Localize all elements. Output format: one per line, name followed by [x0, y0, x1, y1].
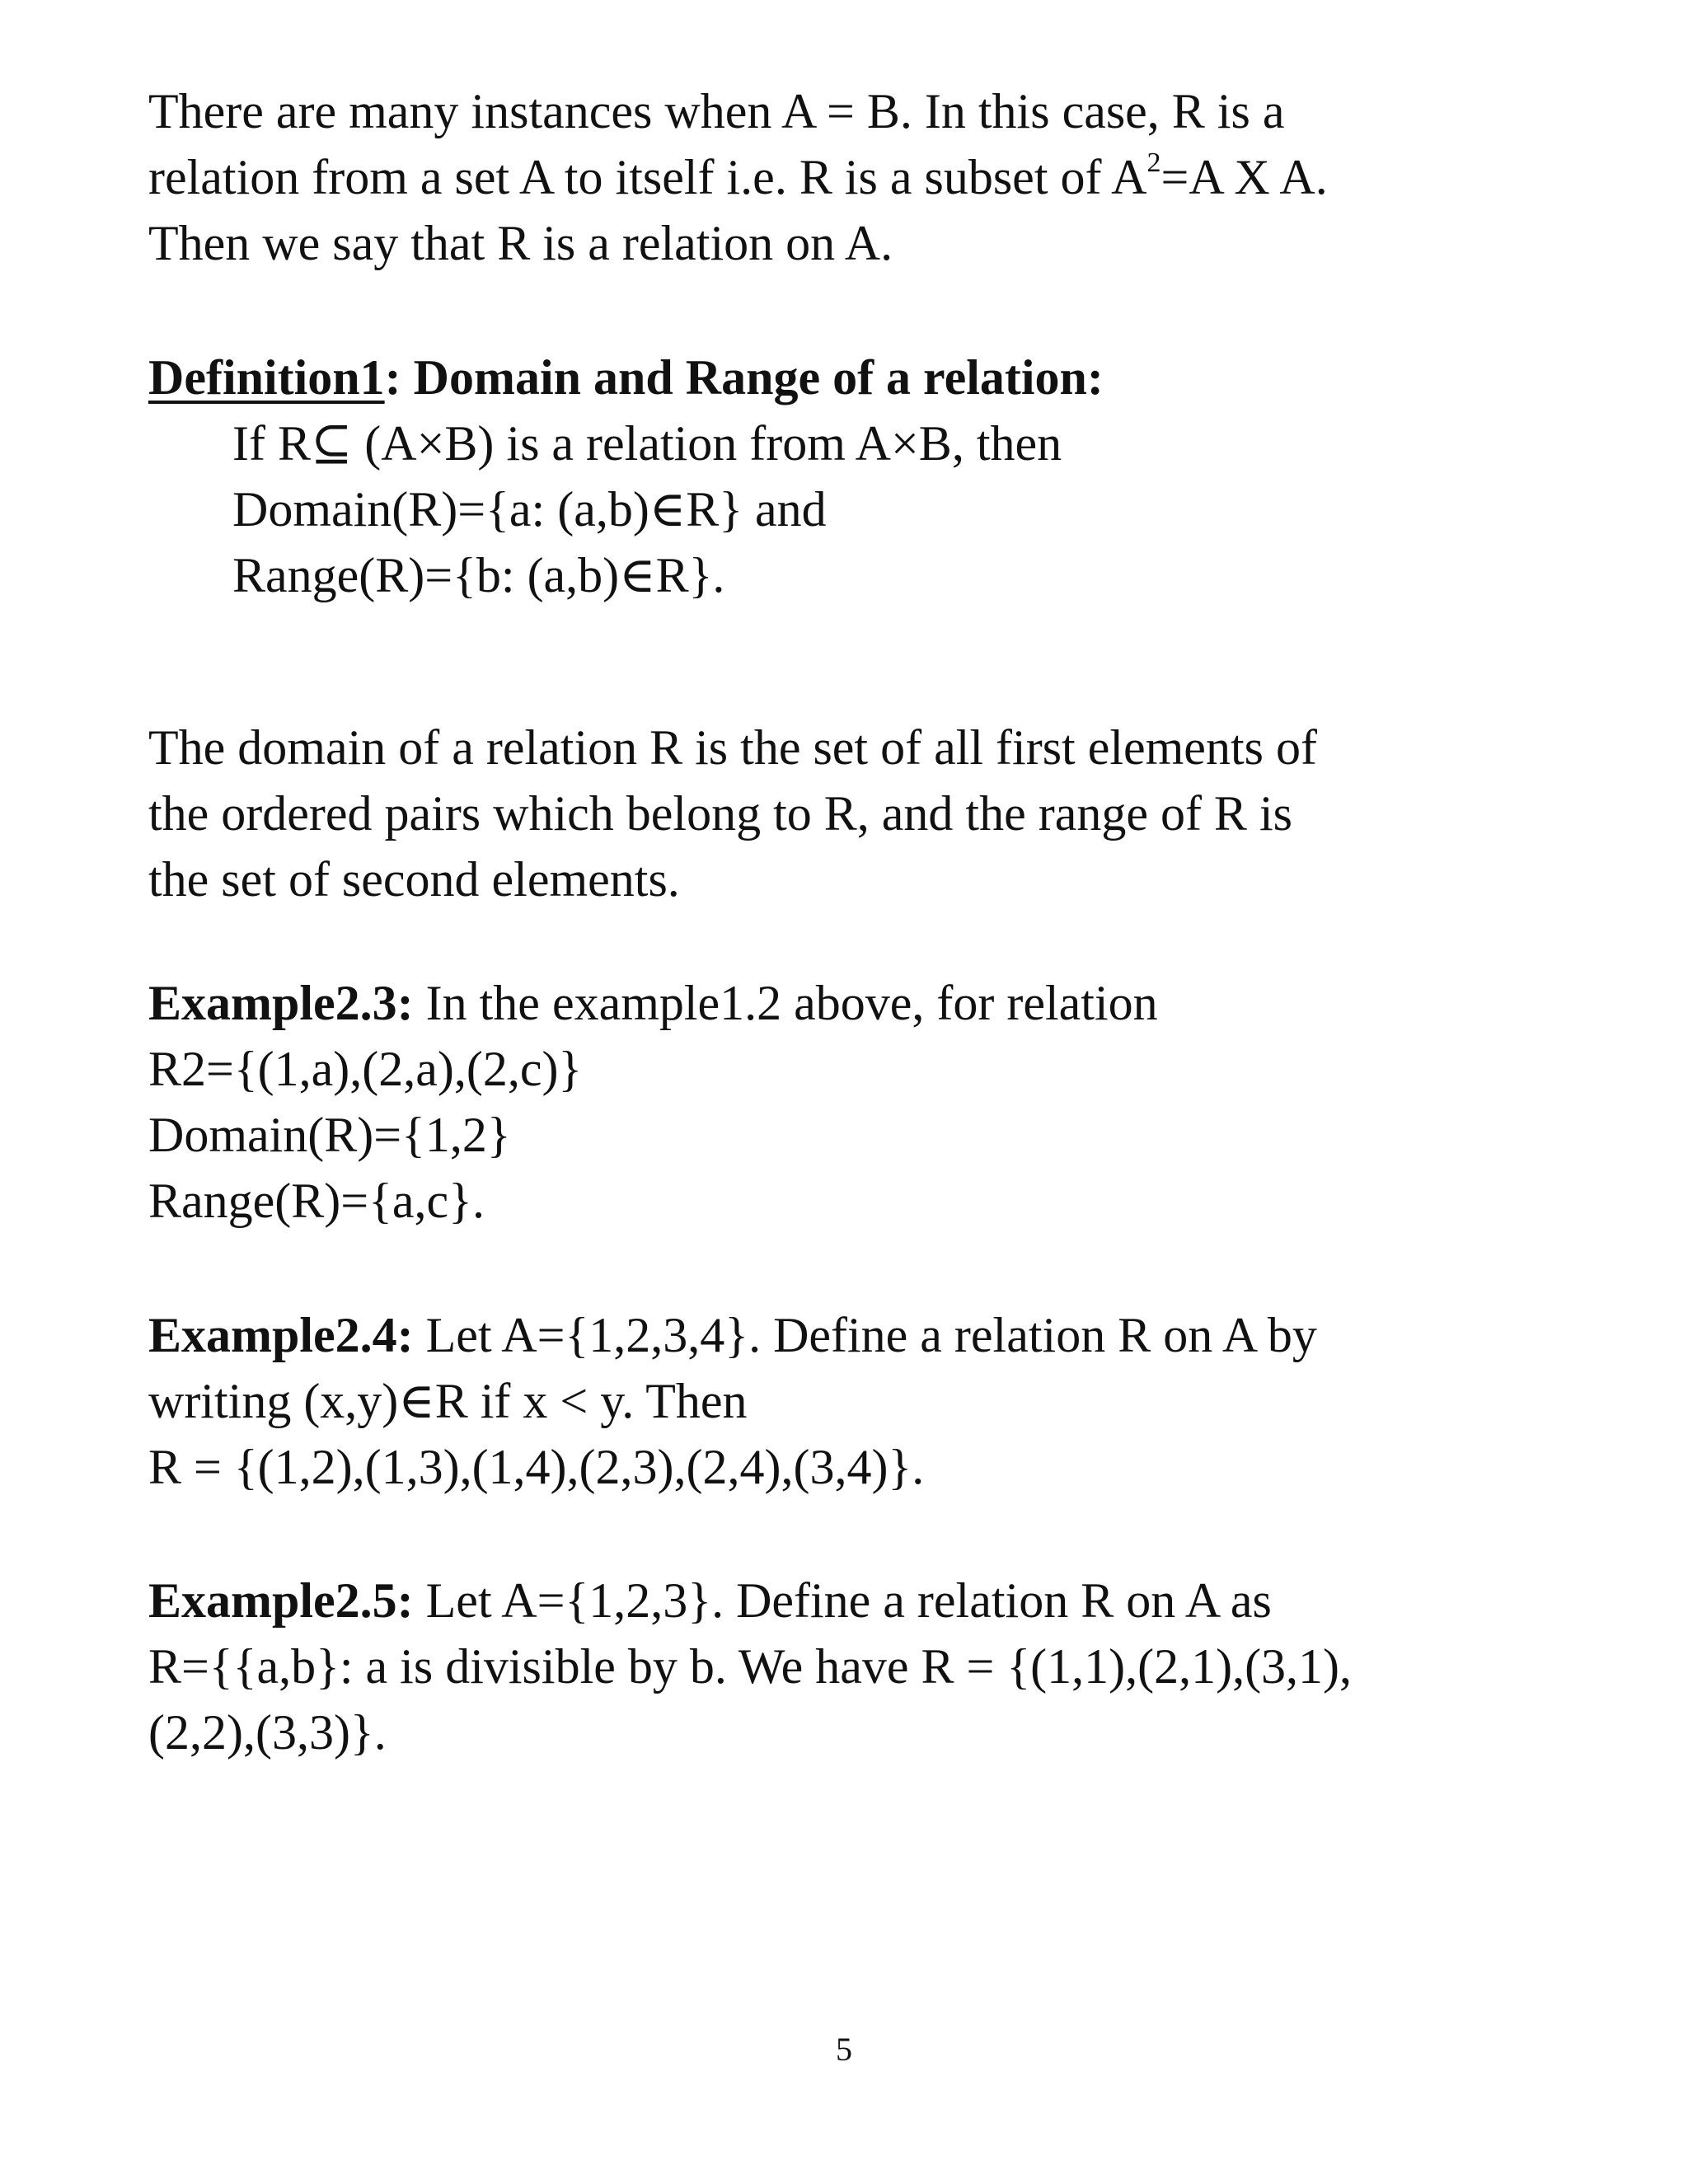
- page-number: 5: [836, 2031, 852, 2068]
- definition-line-2: Domain(R)={a: (a,b)∈R} and: [232, 482, 827, 537]
- definition-colon: :: [384, 350, 401, 405]
- example-2-5-line-2: R={{a,b}: a is divisible by b. We have R = {(1,1),(2,1),(3,1),: [148, 1639, 1353, 1694]
- explanation-line-2: the ordered pairs which belong to R, and the range of R is: [148, 786, 1292, 841]
- example-2-3-line-2: R2={(1,a),(2,a),(2,c)}: [148, 1042, 583, 1096]
- intro-line-1: There are many instances when A = B. In this case, R is a: [148, 84, 1285, 138]
- example-2-3-line-3: Domain(R)={1,2}: [148, 1108, 511, 1162]
- example-2-3-line-1: [148, 970, 1566, 1036]
- intro-line-2-text: relation from a set A to itself i.e. R is a subset of A: [148, 150, 1147, 204]
- example-2-3: [148, 970, 1566, 1234]
- example-2-4-line-2: writing (x,y)∈R if x < y. Then: [148, 1374, 748, 1428]
- superscript-exponent: 2: [1146, 148, 1161, 178]
- intro-line-3: Then we say that R is a relation on A.: [148, 216, 893, 270]
- example-2-5: [148, 1568, 1566, 1765]
- example-2-4-line-1: [148, 1302, 1566, 1368]
- intro-paragraph: [148, 78, 1566, 276]
- example-2-4: [148, 1302, 1566, 1500]
- intro-line-2: [148, 144, 1566, 210]
- example-2-3-line-4: Range(R)={a,c}.: [148, 1174, 485, 1228]
- explanation-paragraph: [148, 715, 1566, 912]
- definition-heading: [148, 344, 1566, 410]
- example-2-3-text: In the example1.2 above, for relation: [413, 976, 1158, 1030]
- example-2-5-line-1: [148, 1568, 1566, 1633]
- example-2-4-text: Let A={1,2,3,4}. Define a relation R on A by: [413, 1308, 1317, 1362]
- definition-line-3: Range(R)={b: (a,b)∈R}.: [232, 548, 725, 602]
- example-2-5-line-3: (2,2),(3,3)}.: [148, 1705, 387, 1760]
- explanation-line-1: The domain of a relation R is the set of all first elements of: [148, 720, 1317, 775]
- intro-line-2-end: =A X A.: [1160, 150, 1328, 204]
- definition-title: Domain and Range of a relation:: [401, 350, 1104, 405]
- example-2-4-line-3: R = {(1,2),(1,3),(1,4),(2,3),(2,4),(3,4)}.: [148, 1440, 925, 1494]
- example-2-3-label: Example2.3:: [148, 976, 414, 1030]
- example-2-4-label: Example2.4:: [148, 1308, 414, 1362]
- explanation-line-3: the set of second elements.: [148, 852, 680, 907]
- definition-label: Definition1: [148, 350, 385, 405]
- example-2-5-text: Let A={1,2,3}. Define a relation R on A as: [413, 1573, 1272, 1628]
- definition-1: [148, 344, 1566, 608]
- definition-line-1: If R⊆ (A×B) is a relation from A×B, then: [232, 416, 1062, 471]
- example-2-5-label: Example2.5:: [148, 1573, 414, 1628]
